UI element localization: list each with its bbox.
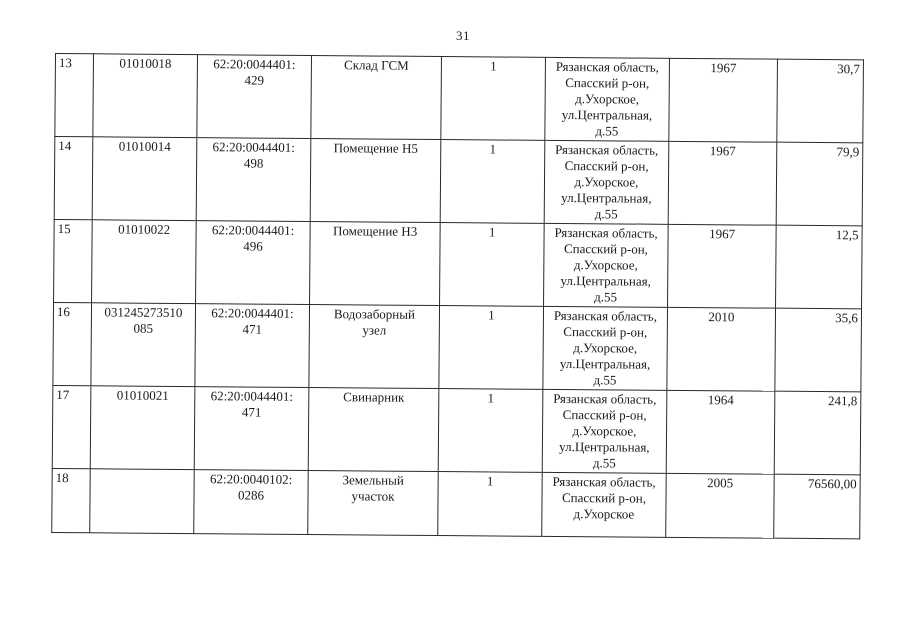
address-cell: Рязанская область, Спасский р-он, д.Ухорское, ул.Центральная, д.55 — [545, 57, 670, 141]
object-name-cell: Земельный участок — [308, 471, 438, 536]
object-name-cell: Свинарник — [308, 388, 439, 472]
value-cell: 79,9 — [776, 142, 863, 226]
quantity-cell: 1 — [440, 223, 545, 307]
address-cell: Рязанская область, Спасский р-он, д.Ухорское, ул.Центральная, д.55 — [544, 223, 669, 307]
table-row — [53, 302, 862, 391]
value-cell: 12,5 — [776, 225, 863, 309]
address-cell: Рязанская область, Спасский р-он, д.Ухорское, ул.Центральная, д.55 — [543, 306, 668, 390]
object-name-cell: Помещение Н5 — [310, 139, 441, 223]
value-cell: 241,8 — [774, 391, 861, 475]
value-cell: 76560,00 — [774, 474, 861, 539]
value-cell: 30,7 — [777, 59, 864, 143]
address-cell: Рязанская область, Спасский р-он, д.Ухорское — [542, 472, 666, 537]
year-cell: 2005 — [666, 473, 774, 538]
cadastral-number-cell: 62:20:0044401: 471 — [194, 387, 309, 471]
row-number-cell: 15 — [54, 219, 93, 302]
value-cell: 35,6 — [775, 308, 862, 392]
object-name-cell: Помещение Н3 — [310, 222, 441, 306]
quantity-cell: 1 — [440, 140, 545, 224]
cadastral-number-cell: 62:20:0044401: 471 — [195, 304, 310, 388]
row-number-cell: 13 — [55, 54, 94, 137]
table-row — [54, 137, 863, 226]
inventory-number-cell: 01010021 — [90, 386, 195, 470]
object-name-cell: Склад ГСМ — [311, 56, 442, 140]
address-cell: Рязанская область, Спасский р-он, д.Ухорское, ул.Центральная, д.55 — [544, 140, 669, 224]
quantity-cell: 1 — [441, 57, 546, 141]
address-cell: Рязанская область, Спасский р-он, д.Ухорское, ул.Центральная, д.55 — [542, 389, 667, 473]
inventory-number-cell: 01010018 — [93, 54, 198, 138]
row-number-cell: 17 — [52, 385, 91, 468]
table-row — [52, 385, 861, 474]
year-cell: 1967 — [668, 141, 777, 225]
quantity-cell: 1 — [439, 306, 544, 390]
row-number-cell: 18 — [52, 468, 91, 532]
table-row — [55, 54, 864, 143]
object-name-cell: Водозаборный узел — [309, 305, 440, 389]
quantity-cell: 1 — [438, 472, 542, 537]
table-row — [52, 468, 860, 538]
inventory-number-cell — [90, 469, 194, 534]
cadastral-number-cell: 62:20:0044401: 498 — [196, 138, 311, 222]
inventory-number-cell: 031245273510 085 — [91, 303, 196, 387]
year-cell: 1964 — [666, 390, 775, 474]
row-number-cell: 14 — [54, 137, 93, 220]
table-row — [54, 219, 863, 308]
page-number: 31 — [456, 28, 470, 43]
year-cell: 1967 — [669, 58, 778, 142]
cadastral-number-cell: 62:20:0044401: 496 — [196, 221, 311, 305]
cadastral-number-cell: 62:20:0040102: 0286 — [194, 470, 308, 535]
inventory-number-cell: 01010022 — [92, 220, 197, 304]
inventory-number-cell: 01010014 — [92, 137, 197, 221]
row-number-cell: 16 — [53, 302, 92, 385]
quantity-cell: 1 — [438, 389, 543, 473]
year-cell: 1967 — [668, 224, 777, 308]
year-cell: 2010 — [667, 307, 776, 391]
cadastral-number-cell: 62:20:0044401: 429 — [197, 55, 312, 139]
property-table — [51, 53, 864, 539]
